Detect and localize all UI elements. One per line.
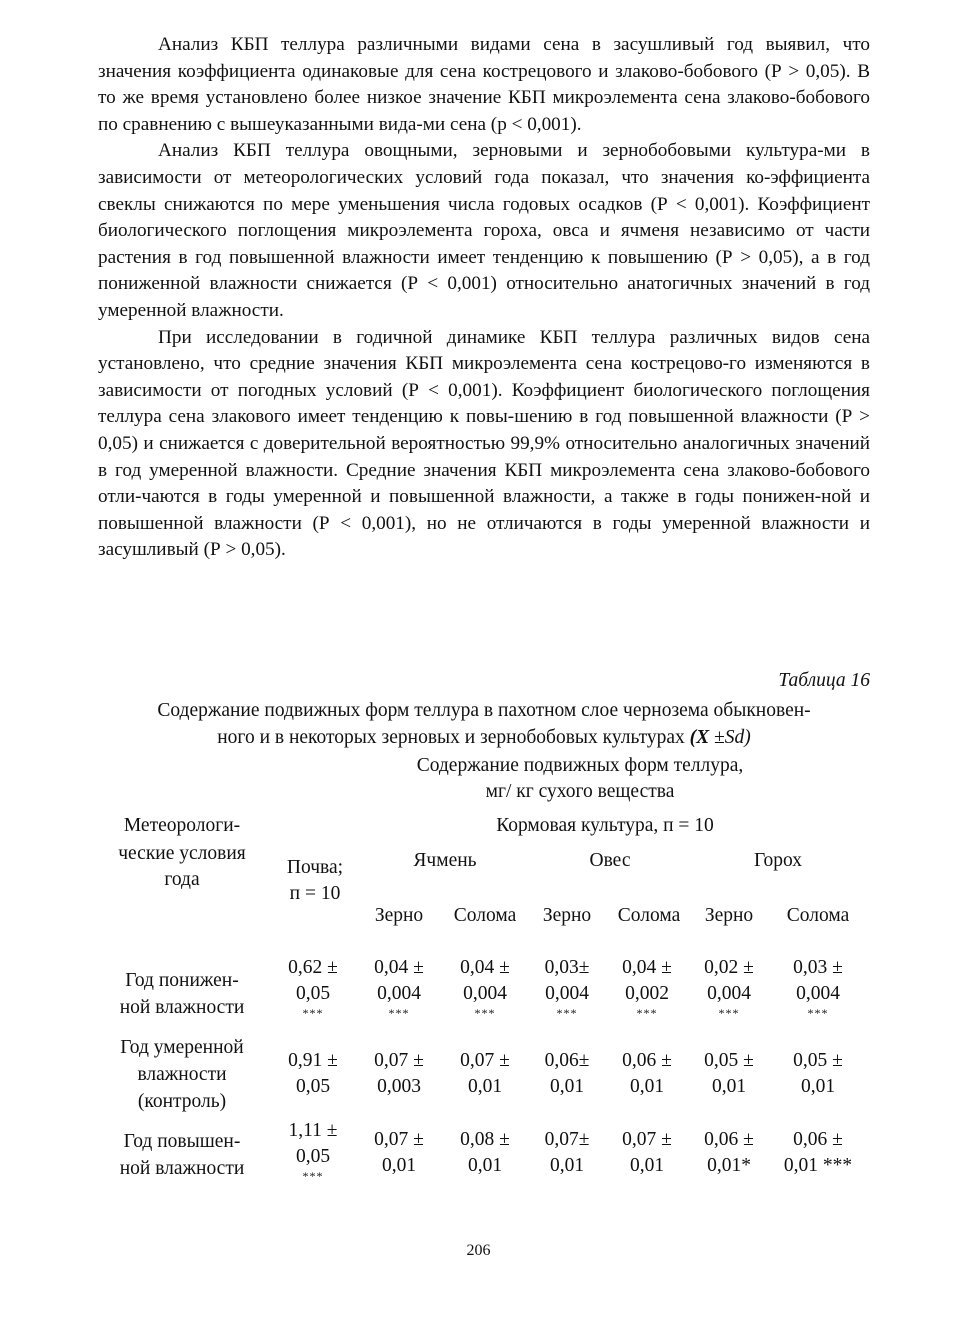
paragraph-1: Анализ КБП теллура различными видами сена в засушливый год выявил, что значения коэффициента одинаковые для сена кострецового и злаково-бобового (Р > 0,05). В то же время установлено более низкое значение КБП микроэлемента сена злаково-бобового по сравнению с вышеуказанными вида-ми сена (р < 0,001). bbox=[98, 34, 870, 135]
table-title bbox=[98, 697, 870, 751]
header-main-1: Содержание подвижных форм теллура, bbox=[416, 755, 744, 776]
table-cell: 0,05 ± 0,01 bbox=[793, 1050, 843, 1097]
table-title-line-1: Содержание подвижных форм теллура в пахотном слое чернозема обыкновен- bbox=[157, 700, 811, 721]
table-cell: 0,02 ± 0,004 *** bbox=[704, 957, 754, 1020]
part-header: Солома bbox=[453, 905, 517, 926]
body-text bbox=[98, 32, 870, 564]
table-cell: 0,03 ± 0,004 *** bbox=[793, 957, 843, 1020]
table-cell: 0,06 ± 0,01 bbox=[622, 1050, 672, 1097]
table-cell: 0,07± 0,01 bbox=[544, 1129, 590, 1176]
table-label: Таблица 16 bbox=[778, 670, 870, 691]
part-header: Солома bbox=[786, 905, 850, 926]
table-cell: 0,04 ± 0,004 *** bbox=[460, 957, 510, 1020]
table-cell: 0,06 ± 0,01 *** bbox=[783, 1129, 853, 1176]
table-cell: 0,03± 0,004 *** bbox=[544, 957, 590, 1020]
table-cell: 0,62 ± 0,05 *** bbox=[288, 957, 338, 1020]
table-title-line-2: ного и в некоторых зерновых и зернобобовых культурах (X ±Sd) bbox=[217, 727, 751, 748]
sd-symbol: ±Sd) bbox=[714, 727, 751, 748]
header-crops: Кормовая культура, п = 10 bbox=[496, 815, 714, 836]
row-label: Год повышен- ной влажности bbox=[119, 1131, 245, 1179]
mean-symbol: (X bbox=[689, 727, 710, 748]
header-conditions-2: ческие условия bbox=[118, 843, 246, 864]
header-conditions-3: года bbox=[164, 869, 200, 890]
table-cell: 0,07 ± 0,01 bbox=[622, 1129, 672, 1176]
page-number: 206 bbox=[466, 1242, 491, 1259]
table-cell: 0,07 ± 0,003 bbox=[374, 1050, 424, 1097]
table-cell: 0,04 ± 0,002 *** bbox=[622, 957, 672, 1020]
table-cell: 0,07 ± 0,01 bbox=[460, 1050, 510, 1097]
table-cell: 0,08 ± 0,01 bbox=[460, 1129, 510, 1176]
row-label: Год умеренной влажности (контроль) bbox=[120, 1037, 244, 1112]
header-soil-1: Почва; bbox=[286, 857, 344, 878]
crop-barley: Ячмень bbox=[413, 850, 477, 871]
header-conditions-1: Метеорологи- bbox=[123, 815, 241, 836]
table-cell: 0,91 ± 0,05 bbox=[288, 1050, 338, 1097]
paragraph-3: При исследовании в годичной динамике КБП теллура различных видов сена установлено, что средние значения КБП микроэлемента сена кострецово-го изменяются в зависимости от погодных условий (Р < 0,001). Коэффициент биологического поглощения теллура сена злакового имеет тенденцию к повы-шению в год повышенной влажности (Р > 0,05) и снижается с доверительной вероятностью 99,9% относительно аналогичных значений в год умеренной влажности. Средние значения КБП микроэлемента сена злаково-бобового отли-чаются в годы умеренной и повышенной влажности, а также в годы понижен-ной и повышенной влажности (Р < 0,001), но не отличаются в годы умеренной влажности и засушливый (Р > 0,05). bbox=[98, 326, 870, 561]
part-header: Зерно bbox=[374, 905, 424, 926]
table-cell: 1,11 ± 0,05 *** bbox=[288, 1120, 338, 1183]
header-main-2: мг/ кг сухого вещества bbox=[485, 781, 675, 802]
part-header: Солома bbox=[617, 905, 681, 926]
crop-peas: Горох bbox=[753, 850, 803, 871]
crop-oats: Овес bbox=[589, 850, 631, 871]
paragraph-2: Анализ КБП теллура овощными, зерновыми и зернобобовыми культура-ми в зависимости от метеорологических условий года показал, что значения ко-эффициента свеклы снижаются по мере уменьшения числа годовых осадков (Р < 0,001). Коэффициент биологического поглощения микроэлемента гороха, овса и ячменя независимо от части растения в год повышенной влажности имеет тенденцию к повышению (Р > 0,05), а в год пониженной влажности снижается (Р < 0,001) относительно анатогичных значений в год умеренной влажности. bbox=[98, 140, 870, 321]
table-cell: 0,07 ± 0,01 bbox=[374, 1129, 424, 1176]
table-cell: 0,06± 0,01 bbox=[544, 1050, 590, 1097]
header-soil-2: п = 10 bbox=[289, 883, 341, 904]
row-label: Год понижен- ной влажности bbox=[119, 970, 245, 1018]
table-cell: 0,04 ± 0,004 *** bbox=[374, 957, 424, 1020]
part-header: Зерно bbox=[542, 905, 592, 926]
table-cell: 0,05 ± 0,01 bbox=[704, 1050, 754, 1097]
table-cell: 0,06 ± 0,01* bbox=[704, 1129, 754, 1176]
part-header: Зерно bbox=[704, 905, 754, 926]
